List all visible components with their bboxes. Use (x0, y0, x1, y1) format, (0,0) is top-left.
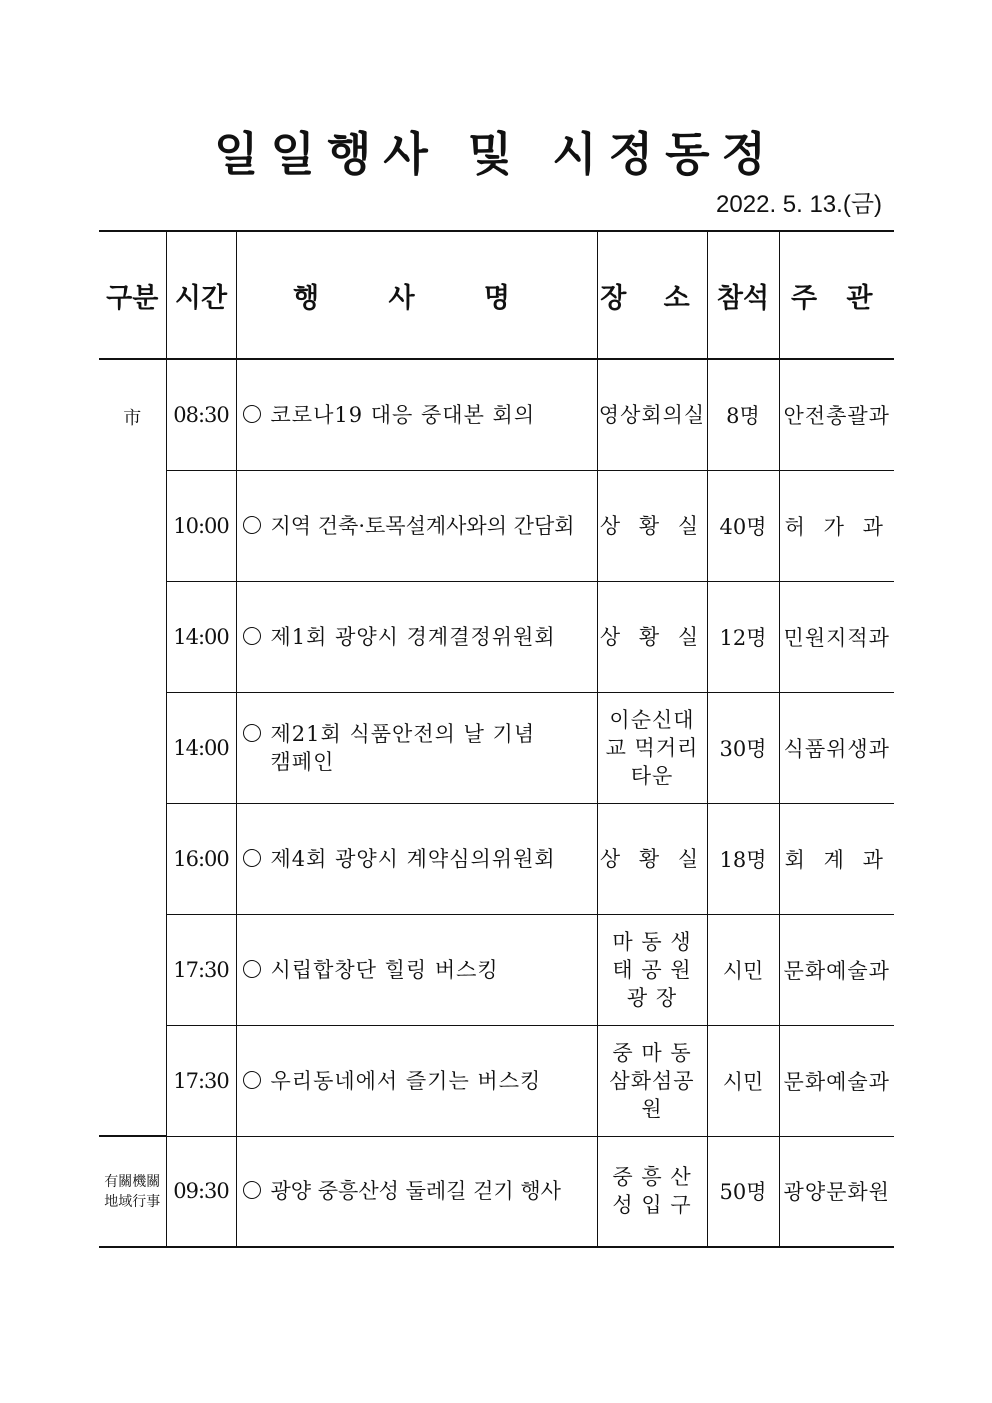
place-cell: 이순신대교 먹거리타운 (597, 692, 707, 803)
event-name: 제4회 광양시 계약심의위원회 (270, 846, 556, 871)
place-cell: 상 황 실 (597, 803, 707, 914)
circle-bullet-icon (243, 1181, 261, 1199)
document-date: 2022. 5. 13.(금) (716, 191, 882, 218)
host-cell: 문화예술과 (779, 914, 894, 1025)
event-name: 제1회 광양시 경계결정위원회 (270, 624, 556, 649)
place-cell: 중 마 동 삼화섬공원 (597, 1025, 707, 1136)
place-cell: 마 동 생 태 공 원 광 장 (597, 914, 707, 1025)
attendees-cell: 8명 (707, 359, 779, 470)
host-cell: 문화예술과 (779, 1025, 894, 1136)
time-cell: 08:30 (166, 359, 236, 470)
attendees-cell: 시민 (707, 1025, 779, 1136)
table-row (99, 803, 894, 914)
event-cell (236, 1025, 597, 1136)
host-cell: 광양문화원 (779, 1136, 894, 1247)
circle-bullet-icon (243, 1071, 261, 1089)
event-cell (236, 803, 597, 914)
place-cell: 영상회의실 (597, 359, 707, 470)
circle-bullet-icon (243, 627, 261, 645)
page-title: 일일행사 및 시정동정 (214, 127, 778, 181)
host-cell: 안전총괄과 (779, 359, 894, 470)
table-header-row (99, 231, 894, 359)
time-cell: 17:30 (166, 914, 236, 1025)
time-cell: 10:00 (166, 470, 236, 581)
attendees-cell: 시민 (707, 914, 779, 1025)
attendees-cell: 30명 (707, 692, 779, 803)
time-cell: 17:30 (166, 1025, 236, 1136)
event-cell (236, 914, 597, 1025)
time-cell: 16:00 (166, 803, 236, 914)
category-cell: 市 (99, 359, 166, 1136)
place-cell: 상 황 실 (597, 581, 707, 692)
attendees-cell: 50명 (707, 1136, 779, 1247)
table-row (99, 359, 894, 470)
table-row (99, 1025, 894, 1136)
host-cell: 회 계 과 (779, 803, 894, 914)
header-event: 행 사 명 (236, 231, 597, 359)
host-cell: 허 가 과 (779, 470, 894, 581)
schedule-table (99, 230, 894, 1248)
circle-bullet-icon (243, 516, 261, 534)
event-name: 제21회 식품안전의 날 기념 캠페인 (270, 721, 536, 774)
place-cell: 중 흥 산 성 입 구 (597, 1136, 707, 1247)
attendees-cell: 18명 (707, 803, 779, 914)
attendees-cell: 40명 (707, 470, 779, 581)
circle-bullet-icon (243, 849, 261, 867)
category-cell: 有關機關 地域行事 (99, 1136, 166, 1247)
event-cell (236, 359, 597, 470)
event-cell (236, 1136, 597, 1247)
event-name: 지역 건축·토목설계사와의 간담회 (270, 513, 575, 538)
header-host: 주 관 (779, 231, 894, 359)
event-cell (236, 470, 597, 581)
time-cell: 14:00 (166, 692, 236, 803)
event-name: 광양 중흥산성 둘레길 걷기 행사 (270, 1179, 561, 1204)
host-cell: 식품위생과 (779, 692, 894, 803)
event-name: 시립합창단 힐링 버스킹 (270, 957, 499, 982)
table-row (99, 914, 894, 1025)
table-row (99, 1136, 894, 1247)
circle-bullet-icon (243, 405, 261, 423)
event-name: 코로나19 대응 중대본 회의 (270, 402, 536, 427)
circle-bullet-icon (243, 960, 261, 978)
place-cell: 상 황 실 (597, 470, 707, 581)
event-cell (236, 692, 597, 803)
table-row (99, 581, 894, 692)
time-cell: 09:30 (166, 1136, 236, 1247)
host-cell: 민원지적과 (779, 581, 894, 692)
table-row (99, 692, 894, 803)
header-place: 장 소 (597, 231, 707, 359)
time-cell: 14:00 (166, 581, 236, 692)
attendees-cell: 12명 (707, 581, 779, 692)
circle-bullet-icon (243, 724, 261, 742)
header-category: 구분 (99, 231, 166, 359)
header-time: 시간 (166, 231, 236, 359)
table-row (99, 470, 894, 581)
header-attendees: 참석 (707, 231, 779, 359)
event-name: 우리동네에서 즐기는 버스킹 (270, 1068, 542, 1093)
event-cell (236, 581, 597, 692)
